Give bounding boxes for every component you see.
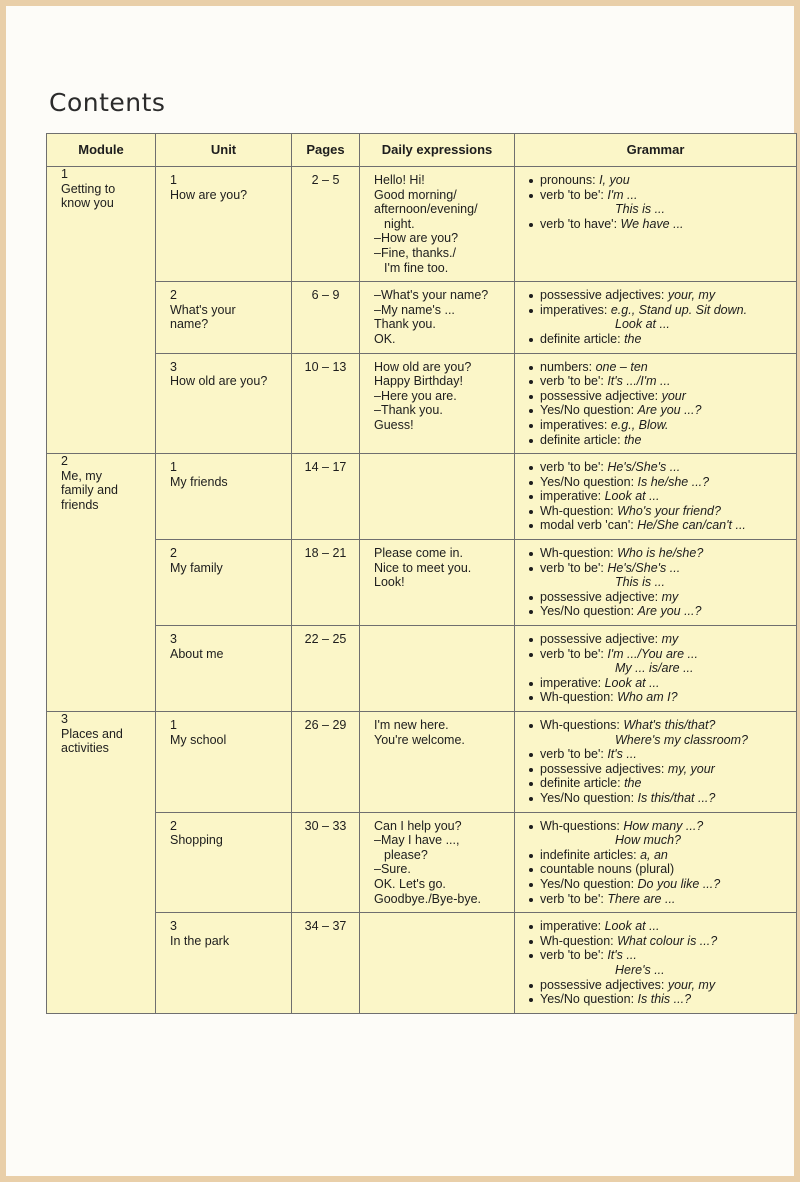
unit-name: In the park <box>170 933 230 948</box>
page-range: 14 – 17 <box>304 460 347 475</box>
grammar-item <box>527 173 790 188</box>
table-row <box>47 913 797 1014</box>
expression-line: Goodbye./Bye-bye. <box>374 891 482 906</box>
grammar-example: He's/She's ... <box>607 560 681 575</box>
contents-table <box>46 133 797 1014</box>
unit-cell <box>156 167 292 282</box>
grammar-label: possessive adjective: <box>540 589 662 604</box>
expression-line: Guess! <box>374 417 414 432</box>
expressions-cell <box>360 167 515 282</box>
grammar-cell <box>515 540 797 626</box>
unit-cell <box>156 913 292 1014</box>
grammar-label: countable nouns (plural) <box>540 862 675 877</box>
grammar-item <box>527 848 790 863</box>
grammar-cell <box>515 454 797 540</box>
module-name: Getting to <box>61 181 116 196</box>
expression-line: How old are you? <box>374 359 472 374</box>
grammar-cell <box>515 626 797 712</box>
grammar-example: e.g., Stand up. Sit down. <box>610 302 748 317</box>
grammar-label: imperative: <box>540 675 605 690</box>
expressions-cell <box>360 454 515 540</box>
grammar-example: Look at ... <box>604 489 660 504</box>
grammar-item <box>527 892 790 907</box>
page-range: 10 – 13 <box>304 359 347 374</box>
unit-cell <box>156 353 292 454</box>
expression-line: –How are you? <box>374 231 459 246</box>
grammar-item <box>527 374 790 389</box>
grammar-item <box>527 188 790 203</box>
module-name: family and <box>61 483 118 498</box>
grammar-example: How many ...? <box>623 818 704 833</box>
grammar-example: It's ... <box>607 948 637 963</box>
grammar-example-continued: Look at ... <box>615 317 670 332</box>
expression-line: OK. Let's go. <box>374 876 446 891</box>
table-row <box>47 812 797 913</box>
expression-line: –Fine, thanks./ <box>374 245 456 260</box>
grammar-label: Yes/No question: <box>540 403 638 418</box>
table-row <box>47 712 797 813</box>
unit-name: My friends <box>170 474 228 489</box>
expressions-cell <box>360 626 515 712</box>
expression-line: –Thank you. <box>374 403 443 418</box>
unit-number: 1 <box>170 460 177 475</box>
grammar-item <box>527 819 790 834</box>
expression-line: Nice to meet you. <box>374 560 472 575</box>
grammar-example: your, my <box>667 977 716 992</box>
grammar-example: I'm .../You are ... <box>607 646 698 661</box>
header-unit: Unit <box>156 134 292 167</box>
grammar-label: definite article: <box>540 776 625 791</box>
grammar-item <box>527 360 790 375</box>
module-cell <box>47 712 156 1014</box>
unit-number: 2 <box>170 546 177 561</box>
grammar-label: Yes/No question: <box>540 604 638 619</box>
header-row <box>47 134 797 167</box>
grammar-example: Who am I? <box>617 690 678 705</box>
pages-cell <box>292 812 360 913</box>
grammar-example: the <box>624 331 642 346</box>
grammar-example: What's this/that? <box>623 718 716 732</box>
grammar-item <box>527 690 790 705</box>
grammar-label: Yes/No question: <box>540 474 638 489</box>
expression-line: Look! <box>374 575 405 590</box>
unit-cell <box>156 540 292 626</box>
grammar-item <box>527 604 790 619</box>
grammar-label: verb 'to be': <box>540 747 608 762</box>
table-row <box>47 540 797 626</box>
grammar-label: verb 'to have': <box>540 216 621 231</box>
grammar-label: Wh-question: <box>540 690 618 705</box>
page-title: Contents <box>49 88 166 117</box>
grammar-cell <box>515 812 797 913</box>
grammar-label: verb 'to be': <box>540 646 608 661</box>
grammar-item <box>527 718 790 733</box>
grammar-label: verb 'to be': <box>540 560 608 575</box>
grammar-label: possessive adjective: <box>540 388 662 403</box>
grammar-example: one – ten <box>595 359 648 374</box>
table-row <box>47 454 797 540</box>
grammar-example: What colour is ...? <box>617 933 718 948</box>
grammar-label: verb 'to be': <box>540 374 608 389</box>
grammar-label: possessive adjectives: <box>540 977 668 992</box>
unit-name: Shopping <box>170 833 223 848</box>
grammar-item <box>527 762 790 777</box>
expression-line: You're welcome. <box>374 732 465 747</box>
grammar-example: Who's your friend? <box>617 503 721 518</box>
module-name: Me, my <box>61 468 102 483</box>
grammar-example-continued: This is ... <box>615 202 666 217</box>
grammar-example: my, your <box>667 761 715 776</box>
grammar-cell <box>515 353 797 454</box>
page <box>6 6 794 1176</box>
unit-number: 2 <box>170 818 177 833</box>
grammar-example: the <box>624 432 642 447</box>
grammar-item <box>527 877 790 892</box>
expression-line: Can I help you? <box>374 818 462 833</box>
grammar-label: Wh-question: <box>540 546 618 561</box>
expression-line: night. <box>384 216 415 231</box>
grammar-item <box>527 332 790 347</box>
grammar-example-continued: How much? <box>615 833 681 848</box>
grammar-example: Is he/she ...? <box>637 474 710 489</box>
grammar-cell <box>515 167 797 282</box>
grammar-label: Wh-question: <box>540 503 618 518</box>
pages-cell <box>292 626 360 712</box>
header-module: Module <box>47 134 156 167</box>
grammar-example: Is this ...? <box>637 992 692 1007</box>
grammar-item <box>527 978 790 993</box>
unit-number: 2 <box>170 288 177 303</box>
grammar-item <box>527 504 790 519</box>
grammar-item <box>527 460 790 475</box>
grammar-label: verb 'to be': <box>540 460 608 475</box>
expression-line: –My name's ... <box>374 302 455 317</box>
grammar-label: imperative: <box>540 919 605 934</box>
grammar-example-continued: Here's ... <box>615 962 665 977</box>
grammar-example: Are you ...? <box>637 403 702 418</box>
expression-line: Happy Birthday! <box>374 374 463 389</box>
expression-line: afternoon/evening/ <box>374 202 478 217</box>
grammar-item <box>527 747 790 762</box>
unit-name: name? <box>170 317 209 332</box>
grammar-cell <box>515 712 797 813</box>
grammar-example-continued: Where's my classroom? <box>615 732 748 747</box>
unit-cell <box>156 626 292 712</box>
page-range: 18 – 21 <box>304 546 347 561</box>
expression-line: OK. <box>374 331 396 346</box>
expressions-cell <box>360 812 515 913</box>
grammar-example: I, you <box>599 173 630 187</box>
unit-cell <box>156 712 292 813</box>
grammar-example: your <box>661 388 686 403</box>
expression-line: –Here you are. <box>374 388 457 403</box>
grammar-label: imperatives: <box>540 302 611 317</box>
unit-number: 1 <box>170 718 177 732</box>
unit-name: How are you? <box>170 187 248 202</box>
module-name: activities <box>61 741 109 756</box>
grammar-example: He's/She's ... <box>607 460 681 475</box>
expressions-cell <box>360 540 515 626</box>
page-range: 6 – 9 <box>311 288 340 303</box>
module-number: 3 <box>61 712 68 726</box>
unit-name: About me <box>170 646 224 661</box>
grammar-item <box>527 776 790 791</box>
unit-name: My school <box>170 732 227 747</box>
grammar-cell <box>515 282 797 353</box>
grammar-item <box>527 217 790 232</box>
grammar-example-continued: My ... is/are ... <box>615 661 694 676</box>
pages-cell <box>292 167 360 282</box>
header-expressions: Daily expressions <box>360 134 515 167</box>
grammar-example: Who is he/she? <box>617 546 704 561</box>
table-row <box>47 353 797 454</box>
grammar-example: Look at ... <box>604 675 660 690</box>
unit-cell <box>156 282 292 353</box>
grammar-label: Yes/No question: <box>540 876 638 891</box>
grammar-example: e.g., Blow. <box>610 417 669 432</box>
pages-cell <box>292 454 360 540</box>
expression-line: Hello! Hi! <box>374 173 425 187</box>
grammar-label: pronouns: <box>540 173 600 187</box>
grammar-label: Yes/No question: <box>540 992 638 1007</box>
unit-name: My family <box>170 560 223 575</box>
unit-cell <box>156 454 292 540</box>
grammar-example: It's ... <box>607 747 637 762</box>
grammar-item <box>527 862 790 877</box>
grammar-example: I'm ... <box>607 187 638 202</box>
table-row <box>47 626 797 712</box>
grammar-example: my <box>661 589 679 604</box>
contents-body <box>47 167 797 1014</box>
table-row <box>47 167 797 282</box>
grammar-label: numbers: <box>540 359 596 374</box>
page-range: 34 – 37 <box>304 919 347 934</box>
grammar-item <box>527 288 790 303</box>
grammar-label: Yes/No question: <box>540 790 638 805</box>
module-name: Places and <box>61 726 123 741</box>
grammar-label: Wh-question: <box>540 933 618 948</box>
page-range: 30 – 33 <box>304 818 347 833</box>
pages-cell <box>292 913 360 1014</box>
grammar-label: indefinite articles: <box>540 847 641 862</box>
grammar-label: possessive adjective: <box>540 632 662 647</box>
grammar-label: modal verb 'can': <box>540 518 638 533</box>
pages-cell <box>292 540 360 626</box>
grammar-label: Wh-questions: <box>540 818 624 833</box>
pages-cell <box>292 712 360 813</box>
expressions-cell <box>360 913 515 1014</box>
grammar-label: possessive adjectives: <box>540 288 668 303</box>
page-range: 22 – 25 <box>304 632 347 647</box>
grammar-item <box>527 546 790 561</box>
module-cell <box>47 167 156 454</box>
pages-cell <box>292 353 360 454</box>
grammar-example: Is this/that ...? <box>637 790 716 805</box>
unit-cell <box>156 812 292 913</box>
grammar-item <box>527 303 790 318</box>
table-row <box>47 282 797 353</box>
grammar-item <box>527 934 790 949</box>
grammar-item <box>527 403 790 418</box>
unit-number: 3 <box>170 632 177 647</box>
grammar-label: verb 'to be': <box>540 948 608 963</box>
grammar-label: verb 'to be': <box>540 891 608 906</box>
grammar-example-continued: This is ... <box>615 575 666 590</box>
unit-number: 3 <box>170 919 177 934</box>
unit-name: What's your <box>170 302 236 317</box>
expression-line: –What's your name? <box>374 288 489 303</box>
grammar-example: We have ... <box>620 216 684 231</box>
module-name: know you <box>61 196 114 211</box>
expression-line: Please come in. <box>374 546 463 561</box>
grammar-item <box>527 433 790 448</box>
module-cell <box>47 454 156 712</box>
page-range: 26 – 29 <box>304 718 347 732</box>
expressions-cell <box>360 712 515 813</box>
grammar-example: Do you like ...? <box>637 876 721 891</box>
expressions-cell <box>360 282 515 353</box>
unit-name: How old are you? <box>170 374 268 389</box>
grammar-cell <box>515 913 797 1014</box>
grammar-example: my <box>661 632 679 647</box>
grammar-example: There are ... <box>607 891 676 906</box>
grammar-item <box>527 475 790 490</box>
grammar-label: verb 'to be': <box>540 187 608 202</box>
grammar-example: Are you ...? <box>637 604 702 619</box>
grammar-item <box>527 647 790 662</box>
grammar-item <box>527 518 790 533</box>
grammar-item <box>527 791 790 806</box>
expression-line: Thank you. <box>374 317 436 332</box>
grammar-item <box>527 992 790 1007</box>
expression-line: please? <box>384 847 428 862</box>
grammar-label: imperative: <box>540 489 605 504</box>
header-grammar: Grammar <box>515 134 797 167</box>
grammar-example: a, an <box>640 847 668 862</box>
grammar-item <box>527 389 790 404</box>
expression-line: –May I have ..., <box>374 833 460 848</box>
header-pages: Pages <box>292 134 360 167</box>
grammar-example: Look at ... <box>604 919 660 934</box>
grammar-item <box>527 489 790 504</box>
grammar-item <box>527 561 790 576</box>
module-number: 1 <box>61 167 68 181</box>
grammar-example: It's .../I'm ... <box>607 374 671 389</box>
grammar-example: your, my <box>667 288 716 303</box>
expression-line: I'm fine too. <box>384 260 449 275</box>
grammar-item <box>527 632 790 647</box>
page-range: 2 – 5 <box>311 173 340 187</box>
unit-number: 1 <box>170 173 177 187</box>
expression-line: –Sure. <box>374 862 411 877</box>
grammar-example: the <box>624 776 642 791</box>
grammar-label: imperatives: <box>540 417 611 432</box>
module-name: friends <box>61 497 99 512</box>
grammar-label: definite article: <box>540 432 625 447</box>
grammar-item <box>527 948 790 963</box>
grammar-example: He/She can/can't ... <box>637 518 746 533</box>
expressions-cell <box>360 353 515 454</box>
pages-cell <box>292 282 360 353</box>
grammar-label: possessive adjectives: <box>540 761 668 776</box>
grammar-item <box>527 919 790 934</box>
expression-line: Good morning/ <box>374 187 457 202</box>
grammar-label: definite article: <box>540 331 625 346</box>
grammar-item <box>527 676 790 691</box>
expression-line: I'm new here. <box>374 718 449 732</box>
unit-number: 3 <box>170 359 177 374</box>
grammar-label: Wh-questions: <box>540 718 624 732</box>
module-number: 2 <box>61 454 68 469</box>
grammar-item <box>527 590 790 605</box>
grammar-item <box>527 418 790 433</box>
